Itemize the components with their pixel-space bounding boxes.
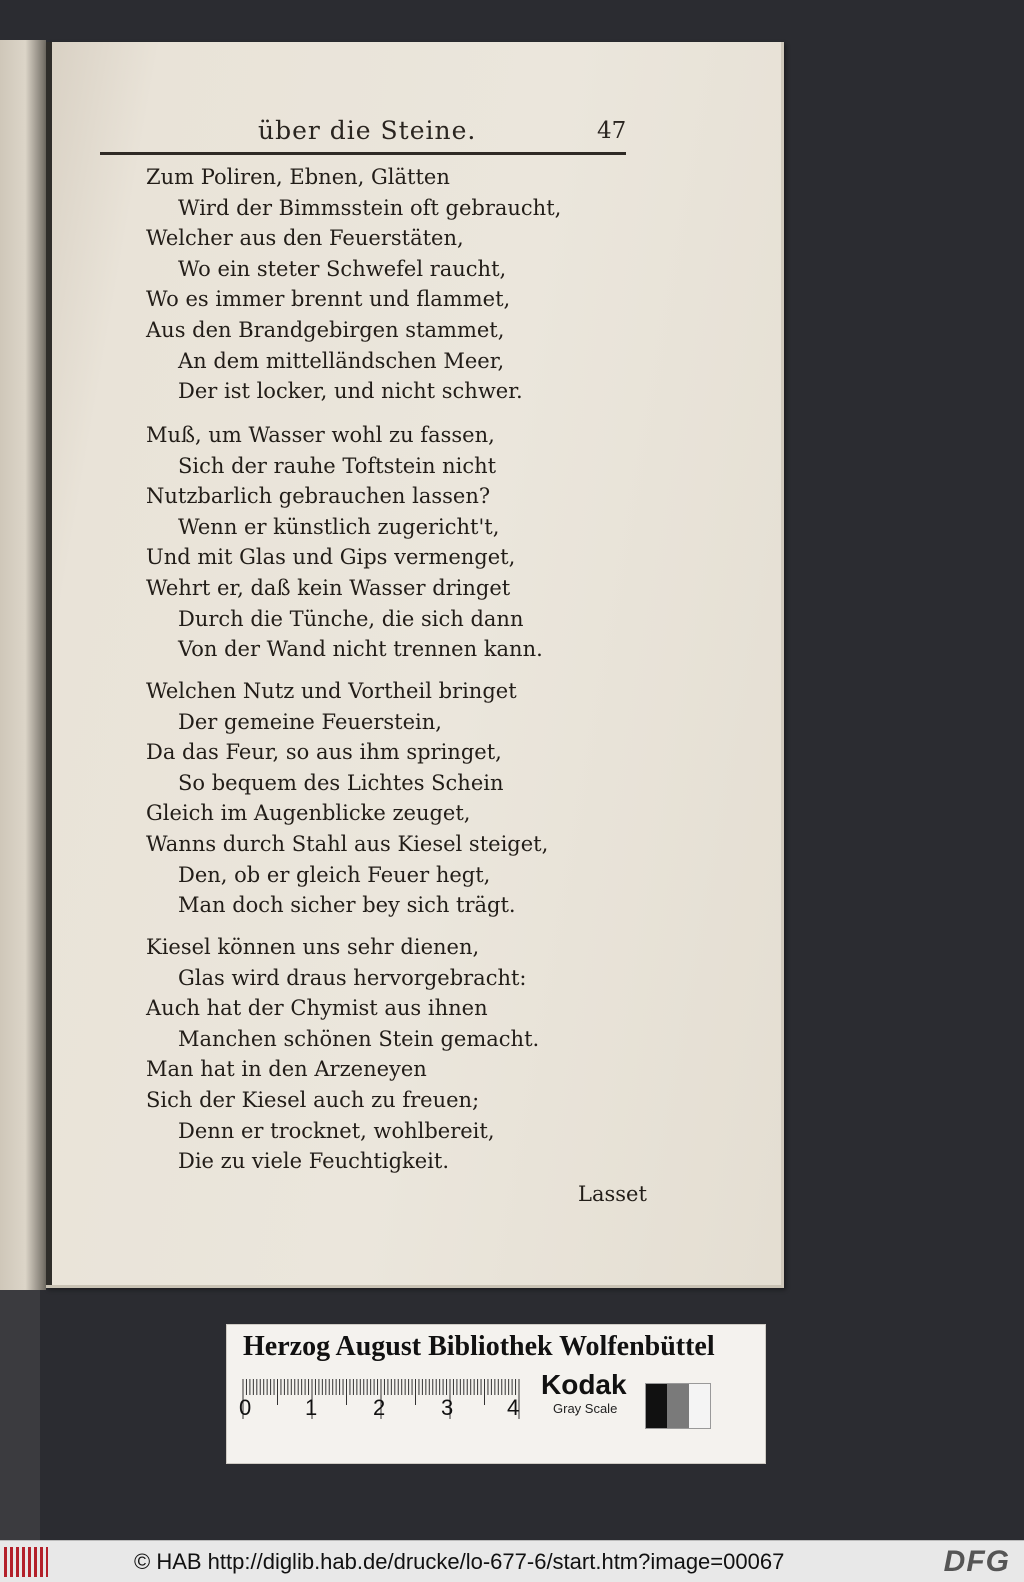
scale-label-0: 0 [239,1395,252,1420]
verse-line: Der gemeine Feuerstein, [178,709,442,734]
scale-label-4: 4 [507,1395,520,1420]
scale-label-3: 3 [441,1395,454,1420]
verse-line: Sich der rauhe Toftstein nicht [178,453,497,478]
facing-page-edge [0,40,46,1290]
verse-line: Muß, um Wasser wohl zu fassen, [146,423,495,447]
footer-url[interactable]: © HAB http://diglib.hab.de/drucke/lo-677-6/start.htm?image=00067 [134,1549,785,1574]
verse-line: Kiesel können uns sehr dienen, [146,935,480,959]
verse-line: Zum Poliren, Ebnen, Glätten [146,165,450,189]
verse-line: Denn er trocknet, wohlbereit, [178,1118,495,1143]
verse-line: Wenn er künstlich zugericht't, [178,514,500,539]
page-number: 47 [597,118,627,144]
verse-line: Wo es immer brennt und flammet, [146,287,511,312]
book-spine-shadow [0,1290,40,1540]
swatch-white [689,1384,710,1428]
gray-scale-label: Gray Scale [553,1401,618,1416]
library-name: Herzog August Bibliothek Wolfenbüttel [243,1331,715,1362]
verse-line: Von der Wand nicht trennen kann. [178,637,543,662]
verse-line: Wird der Bimmsstein oft gebraucht, [178,195,562,220]
scale-label-2: 2 [373,1395,386,1420]
color-target-card [226,1324,766,1464]
verse-line: Und mit Glas und Gips vermenget, [146,545,516,570]
scale-label-1: 1 [305,1395,318,1420]
catchword: Lasset [578,1182,647,1206]
stanza-2 [146,420,543,665]
stanza-4 [146,932,539,1177]
verse-line: An dem mittelländschen Meer, [178,348,505,373]
verse-line: Durch die Tünche, die sich dann [178,606,524,631]
verse-line: Man doch sicher bey sich trägt. [178,893,516,918]
verse-line: Der ist locker, und nicht schwer. [178,379,523,404]
verse-line: Wehrt er, daß kein Wasser dringet [146,575,511,600]
verse-line: Glas wird draus hervorgebracht: [178,965,527,990]
verse-line: Man hat in den Arzeneyen [146,1057,427,1082]
verse-line: Welchen Nutz und Vortheil bringet [146,679,517,703]
verse-line: Aus den Brandgebirgen stammet, [146,317,505,342]
footer-bar [0,1540,1024,1582]
verse-line: Den, ob er gleich Feuer hegt, [178,862,491,887]
gray-scale-swatch [645,1383,711,1429]
verse-line: Manchen schönen Stein gemacht. [178,1026,540,1051]
kodak-logo: Kodak [541,1369,627,1400]
verse-line: Gleich im Augenblicke zeuget, [146,801,471,826]
header-rule [100,152,626,155]
running-title: über die Steine. [258,116,477,145]
swatch-black [646,1384,667,1428]
stanza-3 [146,676,548,921]
verse-line: Sich der Kiesel auch zu freuen; [146,1087,480,1112]
verse-line: Wanns durch Stahl aus Kiesel steiget, [146,831,549,856]
dfg-logo: DFG [943,1545,1010,1578]
hab-barcode-icon [4,1547,48,1577]
verse-line: Die zu viele Feuchtigkeit. [178,1149,449,1174]
verse-line: Auch hat der Chymist aus ihnen [146,996,488,1021]
stanza-1 [146,162,561,407]
verse-line: Da das Feur, so aus ihm springet, [146,740,502,765]
verse-line: Nutzbarlich gebrauchen lassen? [146,484,491,509]
verse-line: Wo ein steter Schwefel raucht, [178,256,507,281]
swatch-gray [667,1384,688,1428]
verse-line: So bequem des Lichtes Schein [178,770,504,795]
verse-line: Welcher aus den Feuerstäten, [146,226,464,251]
